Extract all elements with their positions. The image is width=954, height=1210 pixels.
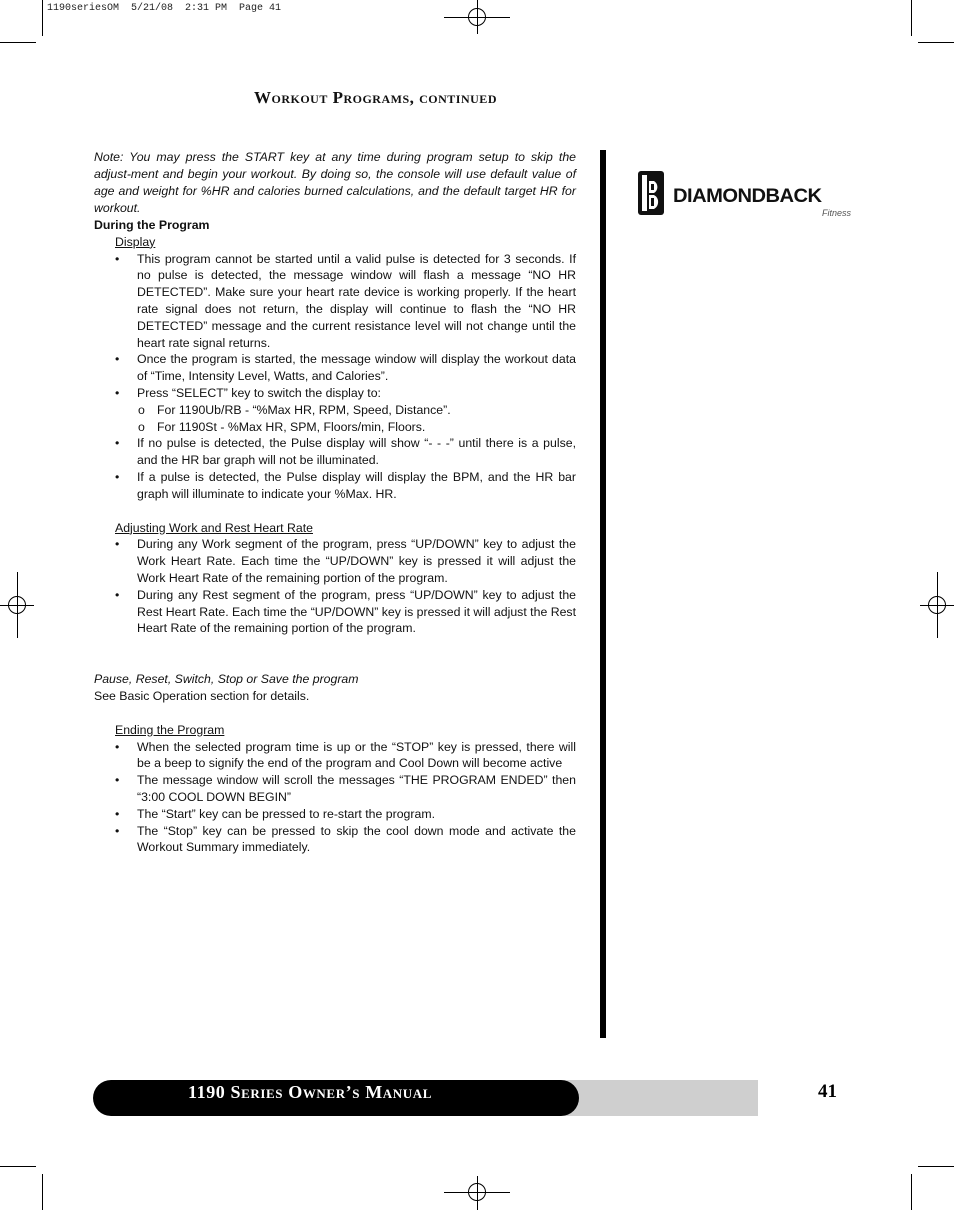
brand-logo-subtext: Fitness: [822, 208, 852, 218]
display-subheading: Display: [115, 234, 156, 249]
list-item: • During any Work segment of the program, press “UP/DOWN” key to adjust the Work Heart Rate. Each time the “UP/DOWN” key is pressed it will adjust the Work Heart Rate of the remaining portion of the program.: [94, 536, 576, 586]
print-slug: 1190seriesOM 5/21/08 2:31 PM Page 41: [47, 3, 282, 14]
list-item: • This program cannot be started until a valid pulse is detected for 3 seconds. If no pulse is detected, the message window will flash a message “NO HR DETECTED”. Make sure your heart rate device is working properly. If the heart rate signal does not return, the display will continue to flash the “NO HR DETECTED” message and the current resistance level will not change until the heart rate signal returns.: [94, 251, 576, 352]
program-body: [94, 217, 576, 856]
footer-title: 1190 Series Owner’s Manual: [188, 1082, 433, 1102]
sub-option: o For 1190Ub/RB - “%Max HR, RPM, Speed, Distance”.: [138, 402, 451, 417]
list-item: • During any Rest segment of the program, press “UP/DOWN” key to adjust the Rest Heart Rate. Each time the “UP/DOWN” key is pressed it will adjust the Rest Heart Rate of the remaining portion of the program.: [94, 587, 576, 637]
list-item: • If a pulse is detected, the Pulse display will display the BPM, and the HR bar graph will illuminate to indicate your %Max. HR.: [94, 469, 576, 503]
ending-bullets: [94, 739, 576, 857]
list-item: • The “Start” key can be pressed to re-start the program.: [94, 806, 576, 823]
section-heading: Workout Programs, continued: [254, 88, 497, 107]
list-item: • If no pulse is detected, the Pulse display will show “- - -” until there is a pulse, and the HR bar graph will not be illuminated.: [94, 435, 576, 469]
brand-logo-text: DIAMONDBACK: [673, 186, 822, 207]
page-number: 41: [818, 1081, 837, 1102]
setup-note: Note: You may press the START key at any time during program setup to skip the adjust-ment and begin your workout. By doing so, the console will use default value of age and weight for %HR and calories burned calculations, and the default target HR for workout.: [94, 150, 576, 215]
list-item: • The message window will scroll the messages “THE PROGRAM ENDED” then “3:00 COOL DOWN BEGIN”: [94, 772, 576, 806]
ending-subheading: Ending the Program: [115, 722, 225, 737]
display-bullets: [94, 251, 576, 402]
list-item: • The “Stop” key can be pressed to skip the cool down mode and activate the Workout Summary immediately.: [94, 823, 576, 857]
list-item: • Press “SELECT” key to switch the display to:: [94, 385, 576, 402]
pause-text: See Basic Operation section for details.: [94, 688, 310, 703]
display-bullets-continued: [94, 435, 576, 502]
pause-subheading: Pause, Reset, Switch, Stop or Save the program: [94, 672, 359, 687]
adjust-subheading: Adjusting Work and Rest Heart Rate: [115, 520, 313, 535]
during-program-title: During the Program: [94, 218, 210, 232]
vertical-divider: [600, 150, 606, 1038]
list-item: • Once the program is started, the message window will display the workout data of “Time, Intensity Level, Watts, and Calories”.: [94, 351, 576, 385]
footer-band: [560, 1080, 758, 1116]
list-item: • When the selected program time is up or the “STOP” key is pressed, there will be a beep to signify the end of the program and Cool Down will become active: [94, 739, 576, 773]
sub-option: o For 1190St - %Max HR, SPM, Floors/min, Floors.: [138, 419, 426, 434]
adjust-bullets: [94, 536, 576, 637]
diamondback-db-logo-icon: [638, 171, 664, 215]
